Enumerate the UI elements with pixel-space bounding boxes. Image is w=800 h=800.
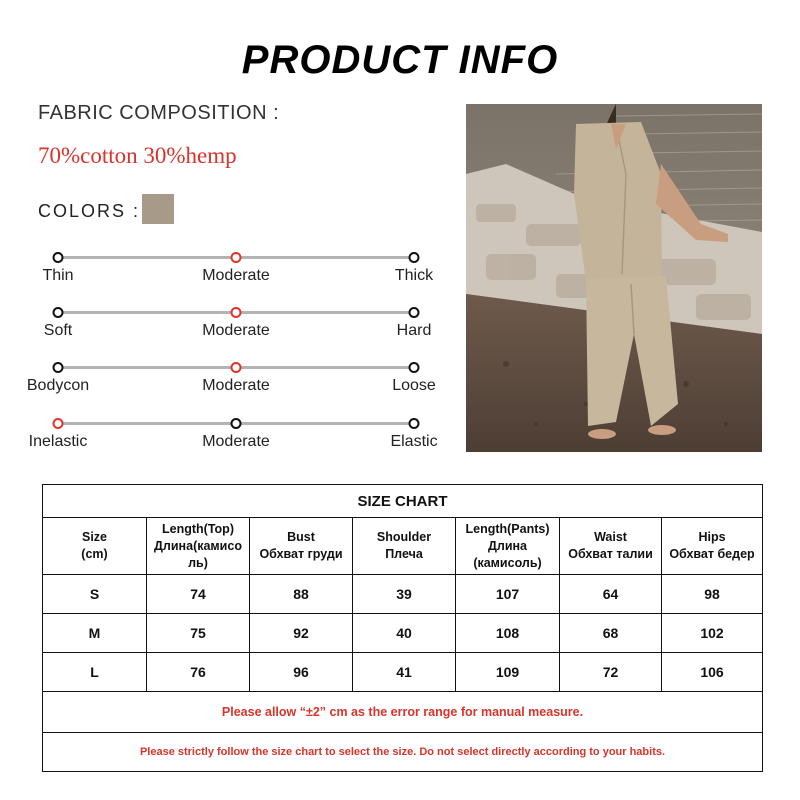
scale-label: Thick [394, 267, 434, 284]
header-line: Length(Pants) [465, 521, 550, 536]
scale-label: Soft [43, 322, 73, 339]
size-chart-title: SIZE CHART [43, 485, 763, 518]
measure-cell: 64 [560, 575, 662, 614]
size-chart-header [353, 518, 456, 575]
measure-cell: 108 [456, 614, 560, 653]
scale-dot [409, 307, 420, 318]
measure-cell: 39 [353, 575, 456, 614]
measure-cell: 40 [353, 614, 456, 653]
scale-dot [53, 307, 64, 318]
fabric-composition-value: 70%cotton 30%hemp [38, 143, 237, 168]
header-line: Shoulder [376, 530, 432, 544]
header-line: Size [81, 530, 107, 544]
measure-error-note: Please allow “±2” cm as the error range for manual measure. [43, 692, 763, 733]
size-chart-header [250, 518, 353, 575]
measure-cell: 107 [456, 575, 560, 614]
measure-cell: 96 [250, 653, 353, 692]
fabric-composition-label: FABRIC COMPOSITION : [38, 102, 280, 124]
scale-label: Hard [396, 322, 432, 339]
measure-cell: 98 [662, 575, 763, 614]
scale-dot-selected [231, 307, 242, 318]
scale-label: Moderate [202, 267, 270, 284]
scale-label: Bodycon [26, 377, 90, 394]
measure-cell: 74 [147, 575, 250, 614]
measure-cell: 102 [662, 614, 763, 653]
color-swatch[interactable] [142, 194, 174, 224]
scale-dot [409, 362, 420, 373]
scale-dot [53, 362, 64, 373]
table-row [43, 653, 763, 692]
header-line: Обхват бедер [669, 547, 755, 561]
scale-dot-selected [231, 252, 242, 263]
attribute-scale [0, 307, 460, 347]
table-row [43, 614, 763, 653]
scale-label: Loose [392, 377, 436, 394]
header-line: Length(Top) [162, 521, 234, 536]
attribute-scale [0, 252, 460, 292]
size-chart-header [147, 518, 250, 575]
product-photo [466, 104, 762, 452]
header-line: ль) [188, 555, 208, 570]
size-chart-table [42, 484, 763, 772]
measure-cell: 72 [560, 653, 662, 692]
scale-label: Thin [42, 267, 74, 284]
scale-dot [409, 418, 420, 429]
measure-cell: 109 [456, 653, 560, 692]
scale-label: Moderate [202, 377, 270, 394]
measure-cell: 92 [250, 614, 353, 653]
header-line: (cm) [81, 547, 108, 561]
scale-label: Inelastic [28, 433, 88, 450]
header-line: Длина [487, 538, 528, 553]
measure-cell: 88 [250, 575, 353, 614]
header-line: Длина(камисо [154, 538, 242, 553]
scale-label: Moderate [202, 322, 270, 339]
measure-cell: 76 [147, 653, 250, 692]
colors-label: COLORS : [38, 201, 141, 221]
header-line: Bust [287, 530, 315, 544]
size-chart-header [560, 518, 662, 575]
size-chart-header [662, 518, 763, 575]
header-line: (камисоль) [473, 555, 542, 570]
scale-dot [409, 252, 420, 263]
size-cell: S [43, 575, 147, 614]
measure-cell: 106 [662, 653, 763, 692]
scale-dot-selected [231, 362, 242, 373]
header-line: Обхват груди [259, 547, 343, 561]
measure-cell: 41 [353, 653, 456, 692]
size-chart-header [43, 518, 147, 575]
header-line: Waist [594, 530, 627, 544]
scale-dot-selected [53, 418, 64, 429]
size-chart-header [456, 518, 560, 575]
scale-label: Elastic [390, 433, 438, 450]
attribute-scale [0, 418, 460, 458]
page-title: PRODUCT INFO [241, 38, 559, 82]
scale-label: Moderate [202, 433, 270, 450]
table-row [43, 575, 763, 614]
header-line: Плеча [385, 547, 423, 561]
size-selection-note: Please strictly follow the size chart to select the size. Do not select directly according to your habits. [43, 733, 763, 772]
size-cell: L [43, 653, 147, 692]
scale-dot [231, 418, 242, 429]
size-cell: M [43, 614, 147, 653]
attribute-scale [0, 362, 460, 402]
measure-cell: 68 [560, 614, 662, 653]
scale-dot [53, 252, 64, 263]
measure-cell: 75 [147, 614, 250, 653]
header-line: Hips [698, 530, 726, 544]
header-line: Обхват талии [568, 547, 653, 561]
